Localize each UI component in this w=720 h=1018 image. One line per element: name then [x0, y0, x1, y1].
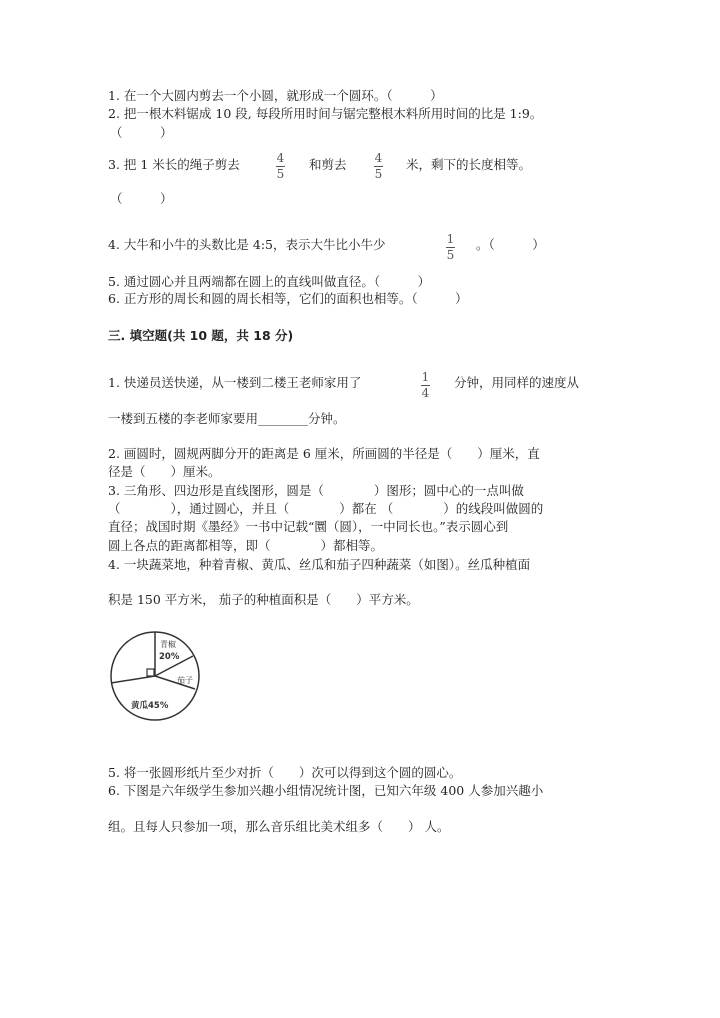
fill-q3-line4: 圆上各点的距离都相等，即（ ）都相等。 — [108, 538, 384, 553]
judge-q2-answer: （ ） — [110, 125, 173, 140]
judge-q2: 2. 把一根木料锯成 10 段, 每段所用时间与锯完整根木料所用时间的比是 1:9。 — [108, 106, 543, 121]
fill-q1-part2: 分钟，用同样的速度从 — [454, 375, 580, 390]
numerator: 4 — [374, 151, 383, 165]
judge-q4-part1: 4. 大牛和小牛的头数比是 4:5，表示大牛比小牛少 — [108, 237, 386, 252]
fill-q2-line2: 径是（ ）厘米。 — [108, 464, 221, 479]
denominator: 4 — [421, 386, 430, 400]
fill-q3-line1: 3. 三角形、四边形是直线图形，圆是（ ）图形；圆中心的一点叫做 — [108, 483, 524, 498]
numerator: 1 — [446, 232, 455, 246]
label-qiezi: 茄子 — [177, 676, 193, 685]
fill-q4-line2: 积是 150 平方米， 茄子的种植面积是（ ）平方米。 — [108, 592, 419, 607]
judge-q3-part1: 3. 把 1 米长的绳子剪去 — [108, 157, 240, 172]
right-angle-mark — [147, 669, 154, 676]
label-huanggua: 黄瓜45% — [131, 701, 169, 711]
fill-q1-part1: 1. 快递员送快递，从一楼到二楼王老师家用了 — [108, 375, 362, 390]
denominator: 5 — [446, 248, 455, 262]
fill-q2-line1: 2. 画圆时，圆规两脚分开的距离是 6 厘米，所画圆的半径是（ ）厘米，直 — [108, 446, 540, 461]
judge-q1: 1. 在一个大圆内剪去一个小圆，就形成一个圆环。（ ） — [108, 88, 443, 103]
denominator: 5 — [276, 167, 285, 181]
section-title: 三. 填空题(共 10 题，共 18 分) — [108, 328, 294, 343]
fill-q6-line1: 6. 下图是六年级学生参加兴趣小组情况统计图，已知六年级 400 人参加兴趣小 — [108, 783, 544, 798]
judge-q3-part2: 和剪去 — [309, 157, 347, 172]
numerator: 4 — [276, 151, 285, 165]
judge-q3-answer: （ ） — [110, 191, 173, 206]
fill-q3-line3: 直径；战国时期《墨经》一书中记载“圜（圆），一中同长也。”表示圆心到 — [108, 519, 509, 534]
fraction-1-4 — [421, 371, 430, 400]
pie-divider — [111, 676, 155, 683]
fill-q5: 5. 将一张圆形纸片至少对折（ ）次可以得到这个圆的圆心。 — [108, 765, 462, 780]
judge-q5: 5. 通过圆心并且两端都在圆上的直线叫做直径。（ ） — [108, 274, 431, 289]
label-qingjiao-pct: 20% — [159, 652, 180, 662]
judge-q4-part2: 。（ ） — [476, 237, 545, 252]
fill-q6-line2: 组。且每人只参加一项，那么音乐组比美术组多（ ） 人。 — [108, 819, 450, 834]
vegetable-pie-chart — [100, 628, 210, 728]
fill-q1-part3: 一楼到五楼的李老师家要用________分钟。 — [108, 411, 346, 426]
judge-q6: 6. 正方形的周长和圆的周长相等，它们的面积也相等。（ ） — [108, 291, 468, 306]
fraction-4-5 — [276, 152, 285, 181]
denominator: 5 — [374, 167, 383, 181]
fill-q4-line1: 4. 一块蔬菜地，种着青椒、黄瓜、丝瓜和茄子四种蔬菜（如图）。丝瓜种植面 — [108, 557, 531, 572]
fill-q3-line2: （ ），通过圆心，并且（ ）都在 （ ）的线段叫做圆的 — [108, 501, 544, 516]
fraction-4-5 — [374, 152, 383, 181]
label-qingjiao: 青椒 — [160, 640, 176, 649]
judge-q3-part3: 米，剩下的长度相等。 — [406, 157, 532, 172]
fraction-1-5 — [446, 233, 455, 262]
numerator: 1 — [421, 370, 430, 384]
